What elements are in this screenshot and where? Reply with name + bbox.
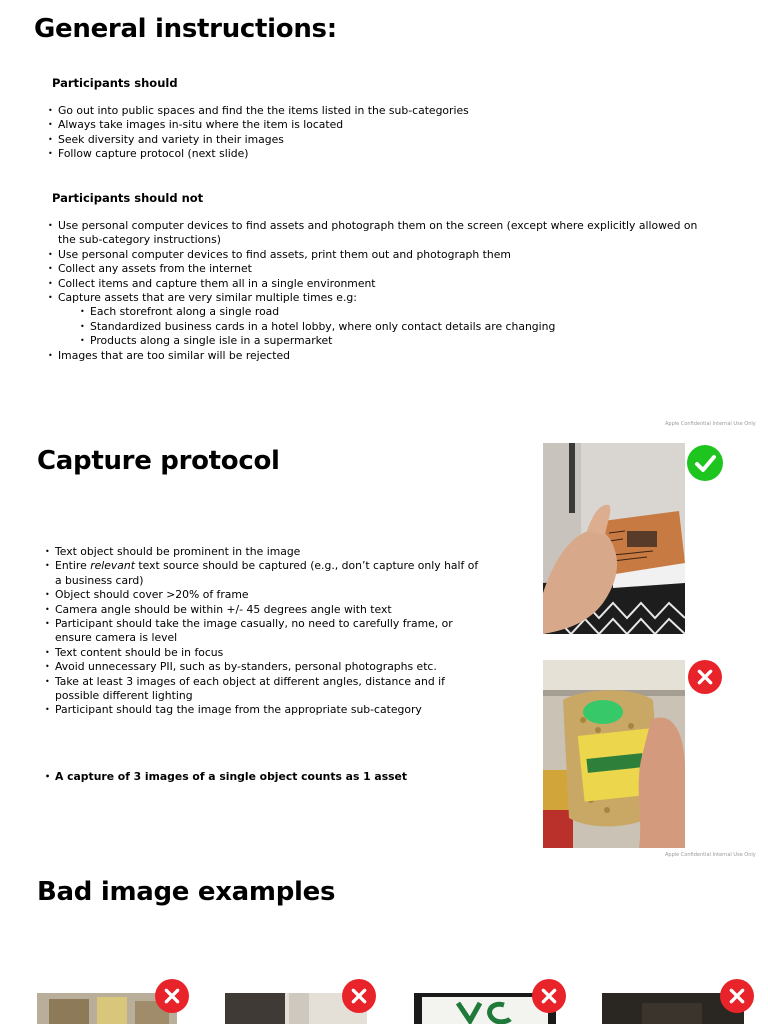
list-item: • Use personal computer devices to find assets and photograph them on the screen (except where explicitly allowed on the sub-category instructions)	[48, 219, 718, 248]
text-part: text source should be captured (e.g., don’t capture only half of a business card)	[55, 559, 479, 587]
capture-note-list	[45, 770, 485, 784]
should-heading: Participants should	[52, 76, 178, 90]
bad-example-photo	[543, 660, 685, 848]
text-part: Entire	[55, 559, 91, 573]
nested-list	[58, 305, 718, 348]
list-item: • Take at least 3 images of each object at different angles, distance and if possible different lighting	[45, 675, 485, 704]
list-item-text: Capture assets that are very similar multiple times e.g:	[58, 291, 357, 305]
should-list	[48, 104, 738, 162]
list-item: • Participant should take the image casually, no need to carefully frame, or ensure camera is level	[45, 617, 485, 646]
nested-list-item: • Each storefront along a single road	[80, 305, 718, 319]
list-item: • Text content should be in focus	[45, 646, 485, 660]
list-item: • Follow capture protocol (next slide)	[48, 147, 738, 161]
list-item: • Always take images in-situ where the item is located	[48, 118, 738, 132]
list-item: • Seek diversity and variety in their images	[48, 133, 738, 147]
list-item: • Text object should be prominent in the image	[45, 545, 485, 559]
x-mark-icon	[155, 979, 189, 1013]
good-example-photo	[543, 443, 685, 634]
list-item: • Go out into public spaces and find the the items listed in the sub-categories	[48, 104, 738, 118]
should-not-list	[48, 219, 718, 363]
list-item: • Object should cover >20% of frame	[45, 588, 485, 602]
bad-examples-title: Bad image examples	[37, 877, 336, 907]
capture-list	[45, 545, 485, 718]
text-emphasis: relevant	[90, 559, 135, 573]
check-icon	[687, 445, 723, 481]
list-item	[48, 291, 718, 349]
list-item: • Collect items and capture them all in a single environment	[48, 277, 718, 291]
nested-list-item: • Products along a single isle in a supermarket	[80, 334, 718, 348]
general-title: General instructions:	[34, 14, 337, 44]
x-mark-icon	[688, 660, 722, 694]
list-item: • Use personal computer devices to find assets, print them out and photograph them	[48, 248, 718, 262]
list-item	[45, 559, 485, 588]
list-item: • Images that are too similar will be rejected	[48, 349, 718, 363]
confidential-note: Apple Confidential Internal Use Only	[665, 852, 756, 858]
x-mark-icon	[720, 979, 754, 1013]
x-mark-icon	[532, 979, 566, 1013]
nested-list-item: • Standardized business cards in a hotel lobby, where only contact details are changing	[80, 320, 718, 334]
capture-title: Capture protocol	[37, 446, 280, 476]
list-item: • Collect any assets from the internet	[48, 262, 718, 276]
bold-note: • A capture of 3 images of a single object counts as 1 asset	[45, 770, 485, 784]
list-item: • Participant should tag the image from the appropriate sub-category	[45, 703, 485, 717]
should-not-heading: Participants should not	[52, 191, 204, 205]
list-item: • Avoid unnecessary PII, such as by-standers, personal photographs etc.	[45, 660, 485, 674]
confidential-note: Apple Confidential Internal Use Only	[665, 421, 756, 427]
x-mark-icon	[342, 979, 376, 1013]
list-item: • Camera angle should be within +/- 45 degrees angle with text	[45, 603, 485, 617]
